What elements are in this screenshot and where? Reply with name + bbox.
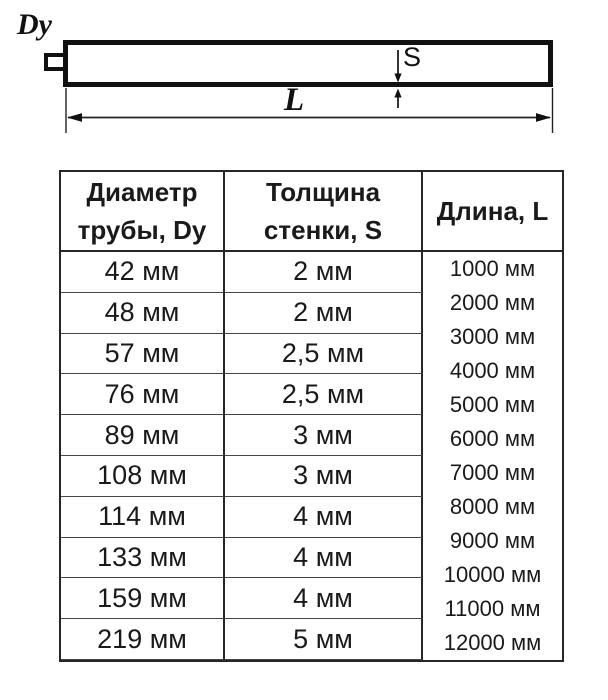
header-diameter-line1: Диаметр [86,177,198,207]
length-value: 5000 мм [449,391,536,417]
diameter-value: 159 мм [61,578,225,619]
header-length [423,172,562,252]
thickness-value: 3 мм [225,456,423,497]
length-value: 7000 мм [449,459,536,485]
header-thickness-line1: Толщина [265,177,381,207]
length-dimension [66,88,553,133]
diameter-value: 57 мм [61,334,225,375]
length-value: 6000 мм [449,425,536,451]
length-value: 1000 мм [449,255,536,281]
wall-thickness-label: S [403,42,422,72]
thickness-value: 4 мм [225,497,423,538]
diameter-value: 42 мм [61,252,225,293]
length-value: 12000 мм [443,629,542,655]
thickness-value: 3 мм [225,415,423,456]
thickness-value: 4 мм [225,538,423,579]
header-thickness [225,172,423,252]
thickness-value: 2 мм [225,252,423,293]
pipe-spec-table [59,170,564,662]
length-value: 8000 мм [449,493,536,519]
diameter-value: 108 мм [61,456,225,497]
thickness-value: 5 мм [225,619,423,660]
diameter-value: 219 мм [61,619,225,660]
header-diameter [61,172,225,252]
length-value: 4000 мм [449,357,536,383]
pipe-body-outline [66,43,551,85]
diameter-label: Dy [17,8,52,41]
length-value: 9000 мм [449,527,536,553]
length-value: 11000 мм [444,595,541,621]
thickness-value: 2,5 мм [225,334,423,375]
diameter-value: 114 мм [61,497,225,538]
length-value: 3000 мм [449,323,536,349]
thickness-value: 2,5 мм [225,374,423,415]
thickness-value: 4 мм [225,578,423,619]
diameter-value: 133 мм [61,538,225,579]
diameter-value: 48 мм [61,293,225,334]
header-diameter-line2: трубы, Dy [77,215,207,245]
diameter-value: 76 мм [61,374,225,415]
length-label: L [284,82,305,118]
lengths-list [423,252,562,660]
thickness-value: 2 мм [225,293,423,334]
pipe-drawing-canvas [0,0,608,160]
header-length-label: Длина, L [436,196,549,226]
header-thickness-line2: стенки, S [263,215,383,245]
diameter-value: 89 мм [61,415,225,456]
pipe-end-fitting [46,55,65,69]
pipe-drawing [0,0,608,160]
length-value: 2000 мм [449,289,536,315]
length-value: 10000 мм [443,561,542,587]
